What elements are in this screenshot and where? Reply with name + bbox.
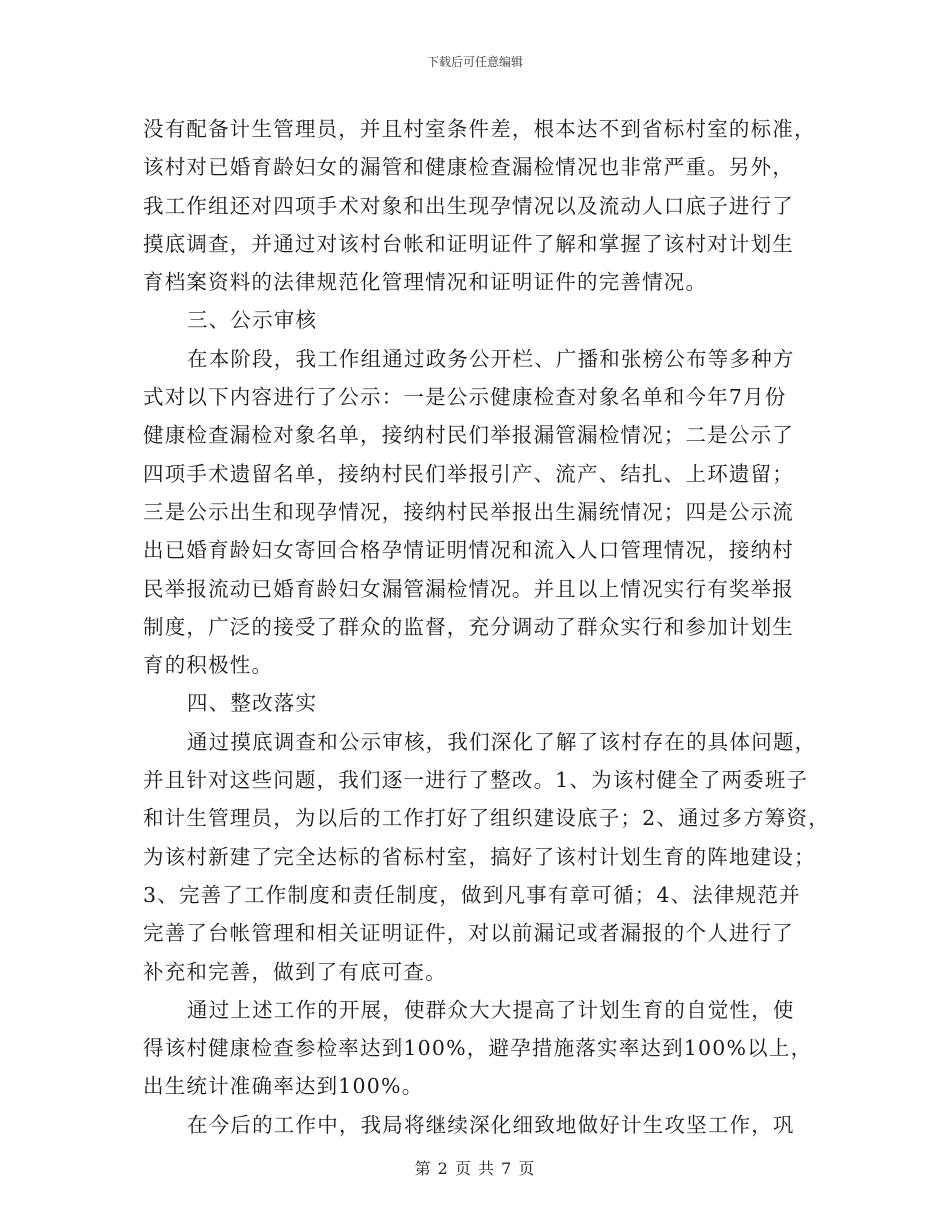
text-line: 该村对已婚育龄妇女的漏管和健康检查漏检情况也非常严重。另外， [143,155,794,180]
text-line: 为该村新建了完全达标的省标村室，搞好了该村计划生育的阵地建设； [143,844,816,869]
section-heading [143,684,815,722]
text-line: 四、整改落实 [187,691,318,716]
text-line: 并且针对这些问题，我们逐一进行了整改。1、为该村健全了两委班子 [143,768,809,793]
text-line: 得该村健康检查参检率达到100%，避孕措施落实率达到100%以上， [143,1036,813,1061]
text-line: 在今后的工作中，我局将继续深化细致地做好计生攻坚工作，巩 [187,1112,795,1137]
page-header: 下载后可任意编辑 [426,55,523,69]
text-line: 补充和完善，做到了有底可查。 [143,959,447,984]
text-line: 出生统计准确率达到100%。 [143,1074,424,1099]
text-line: 三、公示审核 [187,308,318,333]
paragraph [143,723,830,991]
text-line: 育的积极性。 [143,653,274,678]
text-line: 四项手术遗留名单，接纳村民们举报引产、流产、结扎、上环遗留； [143,461,794,486]
paragraph [143,991,815,1106]
text-line: 三是公示出生和现孕情况，接纳村民举报出生漏统情况；四是公示流 [143,499,794,524]
paragraph [143,340,815,685]
text-line: 通过上述工作的开展，使群众大大提高了计划生育的自觉性，使 [187,997,795,1022]
text-line: 没有配备计生管理员，并且村室条件差，根本达不到省标村室的标准， [143,117,816,141]
text-line: 制度，广泛的接受了群众的监督，充分调动了群众实行和参加计划生 [143,614,794,639]
text-line: 3、完善了工作制度和责任制度，做到凡事有章可循；4、法律规范并 [143,882,801,907]
text-line: 和计生管理员，为以后的工作打好了组织建设底子；2、通过多方筹资， [143,806,830,831]
text-line: 通过摸底调查和公示审核，我们深化了解了该村存在的具体问题， [187,729,817,754]
text-line: 民举报流动已婚育龄妇女漏管漏检情况。并且以上情况实行有奖举报 [143,576,794,601]
text-line: 摸底调查，并通过对该村台帐和证明证件了解和掌握了该村对计划生 [143,231,794,256]
page-footer: 第 2 页 共 7 页 [414,1159,536,1178]
paragraph [143,110,815,301]
document-body [143,110,830,1144]
text-line: 在本阶段，我工作组通过政务公开栏、广播和张榜公布等多种方 [187,346,795,371]
text-line: 出已婚育龄妇女寄回合格孕情证明情况和流入人口管理情况，接纳村 [143,538,794,563]
paragraph [143,1106,815,1144]
text-line: 完善了台帐管理和相关证明证件，对以前漏记或者漏报的个人进行了 [143,921,794,946]
text-line: 育档案资料的法律规范化管理情况和证明证件的完善情况。 [143,270,708,295]
text-line: 健康检查漏检对象名单，接纳村民们举报漏管漏检情况；二是公示了 [143,423,794,448]
section-heading [143,301,815,339]
text-line: 我工作组还对四项手术对象和出生现孕情况以及流动人口底子进行了 [143,193,794,218]
text-line: 式对以下内容进行了公示：一是公示健康检查对象名单和今年7月份 [143,385,787,410]
